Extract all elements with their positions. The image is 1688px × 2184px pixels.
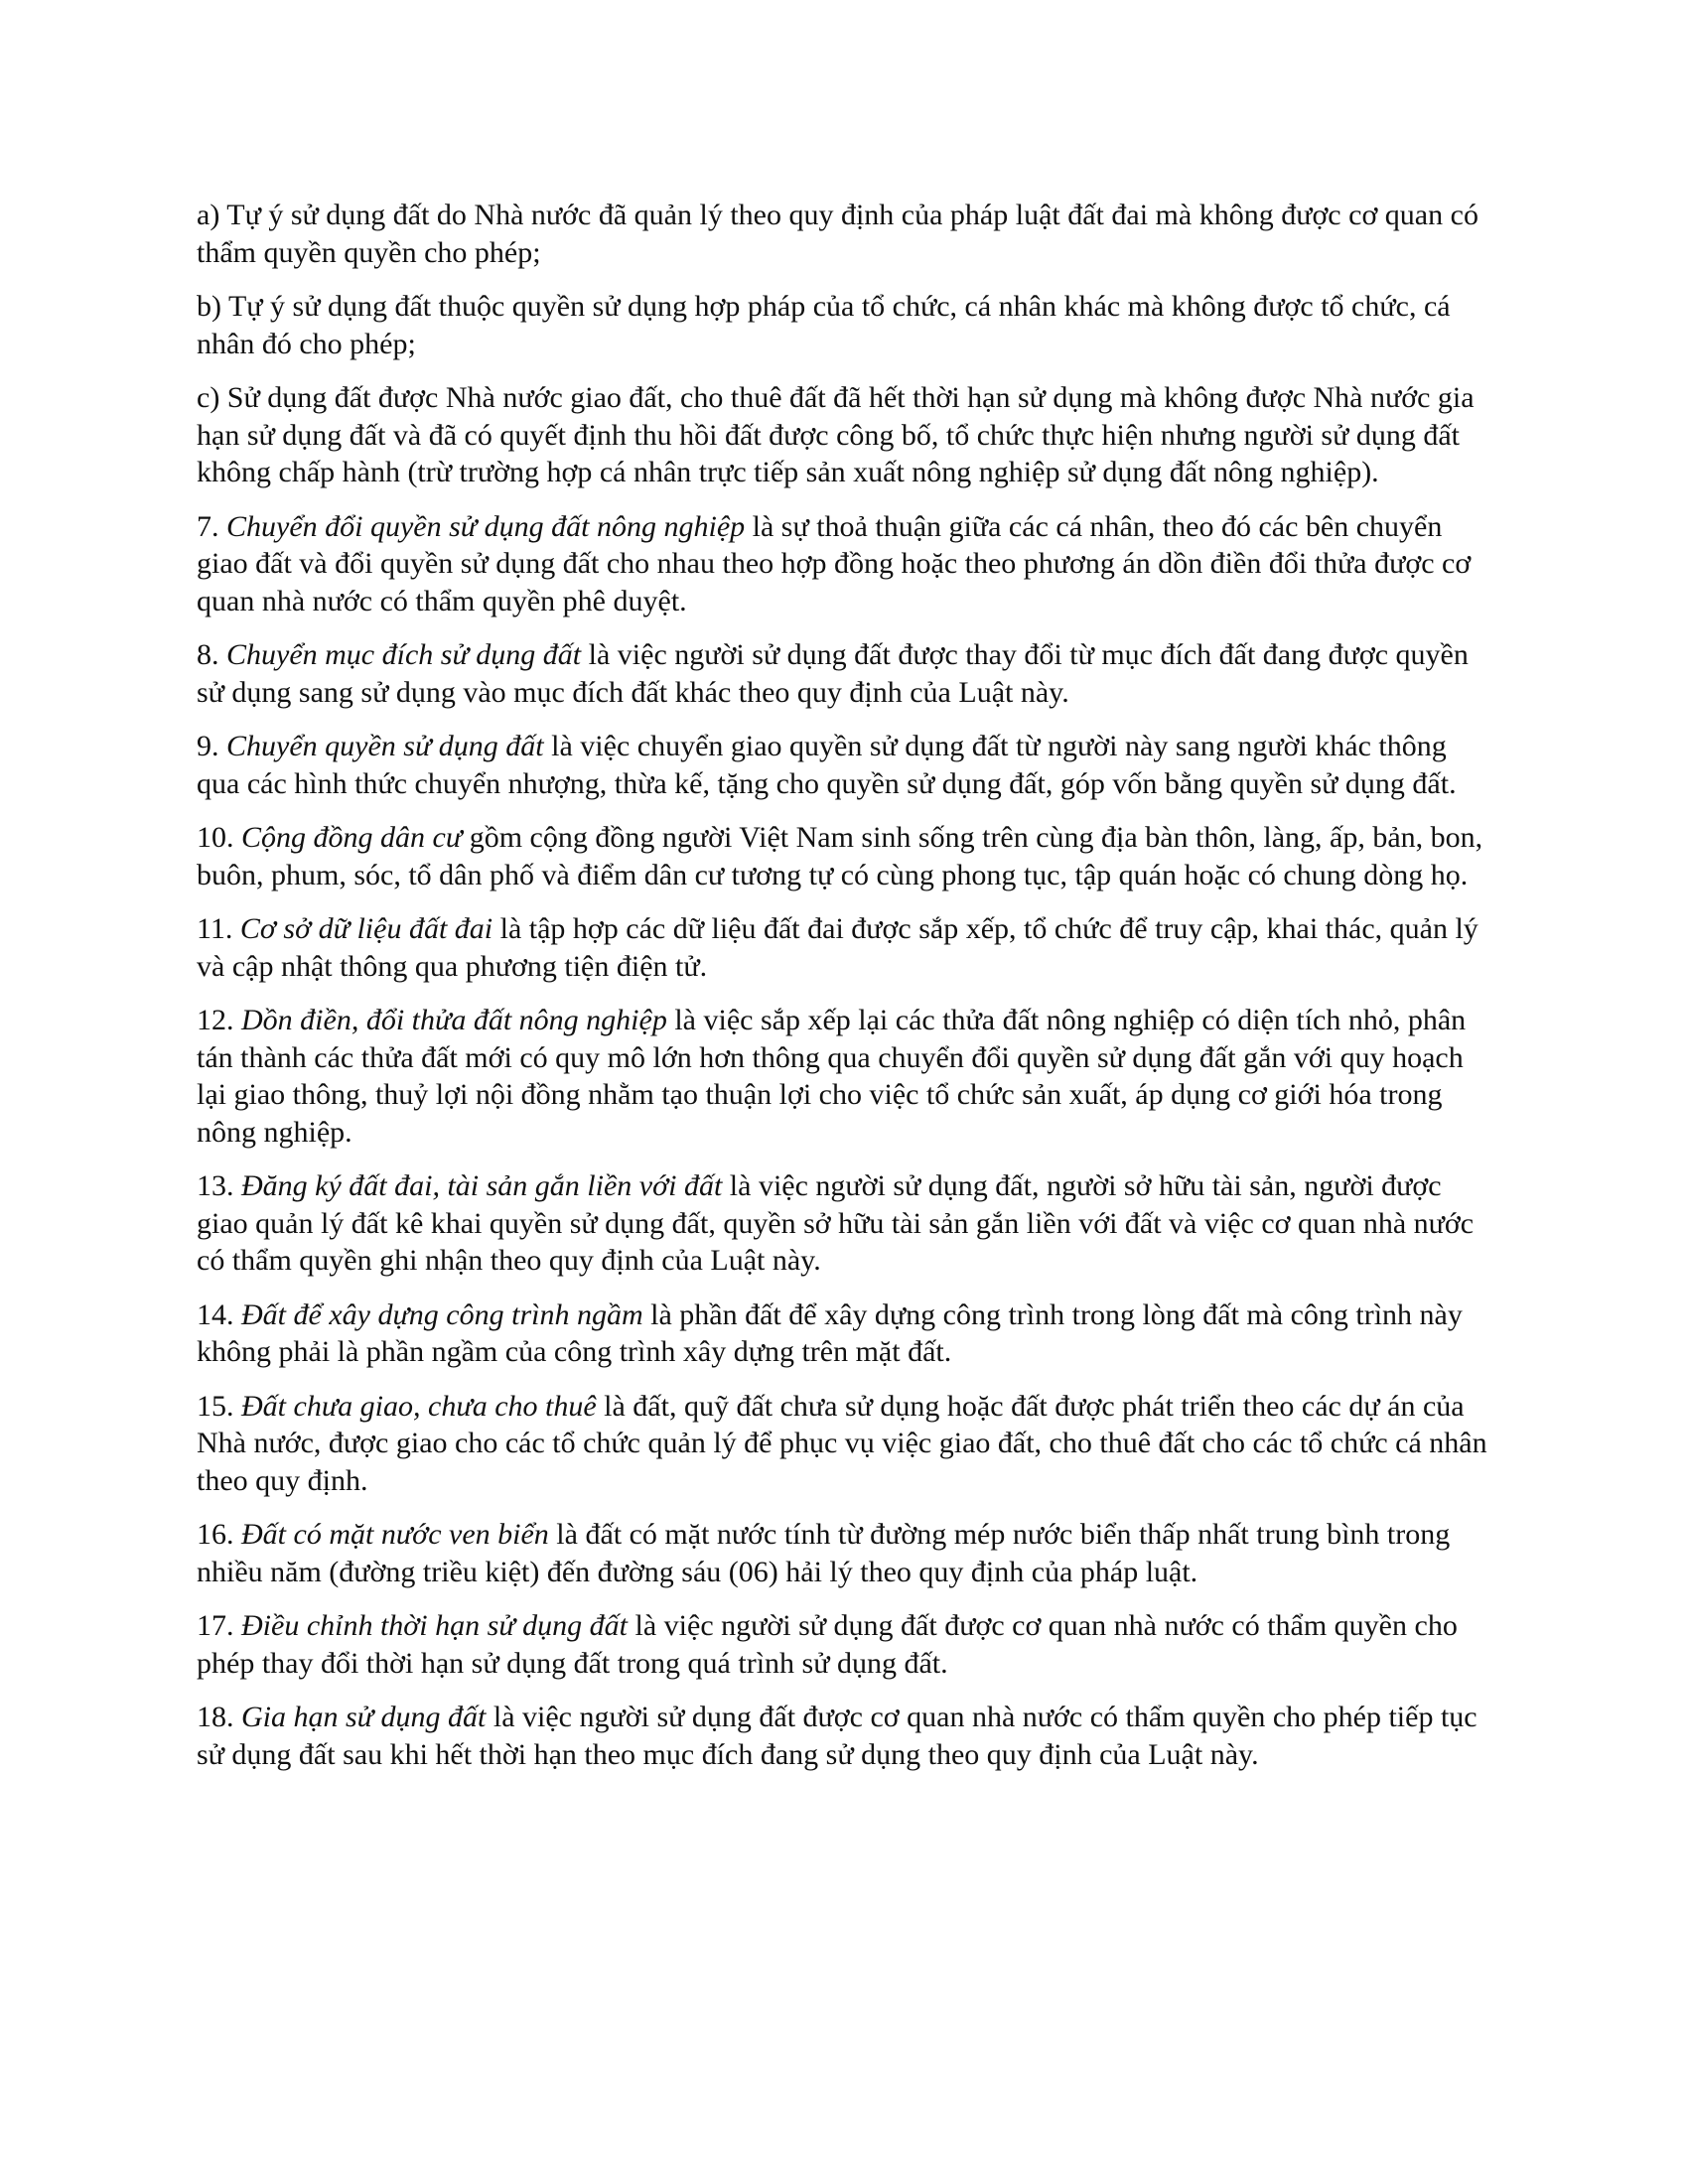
definition-10 <box>197 819 1489 893</box>
defined-term: Chuyển quyền sử dụng đất <box>226 730 544 762</box>
defined-term: Cơ sở dữ liệu đất đai <box>239 912 493 945</box>
definition-9 <box>197 728 1489 802</box>
defined-term: Chuyển đổi quyền sử dụng đất nông nghiệp <box>226 509 746 543</box>
definition-text: gồm cộng đồng người Việt Nam sinh sống trên cùng địa bàn thôn, làng, ấp, bản, bon, buôn, phum, sóc, tổ dân phố và điểm dân cư tương tự có cùng phong tục, tập quán hoặc có chung dòng họ. <box>197 821 1483 891</box>
definition-number: 13. <box>197 1169 241 1202</box>
definition-number: 9. <box>197 730 226 762</box>
definition-text: là việc người sử dụng đất được cơ quan nhà nước có thẩm quyền cho phép thay đổi thời hạn sử dụng đất trong quá trình sử dụng đất. <box>197 1609 1458 1680</box>
defined-term: Đăng ký đất đai, tài sản gắn liền với đất <box>241 1169 723 1202</box>
definition-text: là phần đất để xây dựng công trình trong lòng đất mà công trình này không phải là phần ngầm của công trình xây dựng trên mặt đất. <box>197 1297 1463 1368</box>
clause-text: b) Tự ý sử dụng đất thuộc quyền sử dụng hợp pháp của tổ chức, cá nhân khác mà không được tổ chức, cá nhân đó cho phép; <box>197 290 1451 360</box>
defined-term: Điều chỉnh thời hạn sử dụng đất <box>241 1609 629 1642</box>
defined-term: Cộng đồng dân cư <box>241 821 463 854</box>
definition-12 <box>197 1002 1489 1151</box>
definition-text: là việc chuyển giao quyền sử dụng đất từ người này sang người khác thông qua các hình thức chuyển nhượng, thừa kế, tặng cho quyền sử dụng đất, góp vốn bằng quyền sử dụng đất. <box>197 730 1457 800</box>
definition-text: là việc người sử dụng đất được cơ quan nhà nước có thẩm quyền cho phép tiếp tục sử dụng đất sau khi hết thời hạn theo mục đích đang sử dụng theo quy định của Luật này. <box>197 1701 1477 1771</box>
definition-14 <box>197 1297 1489 1371</box>
definition-18 <box>197 1699 1489 1773</box>
definition-number: 16. <box>197 1518 241 1551</box>
defined-term: Đất có mặt nước ven biển <box>241 1518 549 1551</box>
definition-number: 17. <box>197 1609 241 1642</box>
definition-number: 11. <box>197 912 240 945</box>
definition-text: là sự thoả thuận giữa các cá nhân, theo đó các bên chuyển giao đất và đổi quyền sử dụng đất cho nhau theo hợp đồng hoặc theo phương án dồn điền đổi thửa được cơ quan nhà nước có thẩm quyền phê duyệt. <box>197 509 1472 617</box>
definition-16 <box>197 1516 1489 1590</box>
defined-term: Dồn điền, đổi thửa đất nông nghiệp <box>241 1004 667 1036</box>
definition-8 <box>197 636 1489 711</box>
clause-text: a) Tự ý sử dụng đất do Nhà nước đã quản lý theo quy định của pháp luật đất đai mà không được cơ quan có thẩm quyền quyền cho phép; <box>197 199 1478 269</box>
clause-a <box>197 197 1489 271</box>
defined-term: Chuyển mục đích sử dụng đất <box>226 638 582 671</box>
definition-text: là đất, quỹ đất chưa sử dụng hoặc đất được phát triển theo các dự án của Nhà nước, được giao cho các tổ chức quản lý để phục vụ việc giao đất, cho thuê đất cho các tổ chức cá nhân theo quy định. <box>197 1389 1487 1497</box>
definition-number: 8. <box>197 638 226 671</box>
definition-text: là việc sắp xếp lại các thửa đất nông nghiệp có diện tích nhỏ, phân tán thành các thửa đất mới có quy mô lớn hơn thông qua chuyển đổi quyền sử dụng đất gắn với quy hoạch lại giao thông, thuỷ lợi nội đồng nhằm tạo thuận lợi cho việc tổ chức sản xuất, áp dụng cơ giới hóa trong nông nghiệp. <box>197 1004 1467 1149</box>
definition-number: 15. <box>197 1389 241 1423</box>
definition-text: là tập hợp các dữ liệu đất đai được sắp xếp, tổ chức để truy cập, khai thác, quản lý và cập nhật thông qua phương tiện điện tử. <box>197 912 1478 983</box>
defined-term: Đất chưa giao, chưa cho thuê <box>241 1389 597 1423</box>
definition-number: 14. <box>197 1297 241 1331</box>
definition-text: là việc người sử dụng đất, người sở hữu tài sản, người được giao quản lý đất kê khai quyền sử dụng đất, quyền sở hữu tài sản gắn liền với đất và việc cơ quan nhà nước có thẩm quyền ghi nhận theo quy định của Luật này. <box>197 1169 1475 1277</box>
definition-number: 7. <box>197 509 226 543</box>
definition-number: 18. <box>197 1701 241 1733</box>
definition-text: là đất có mặt nước tính từ đường mép nước biển thấp nhất trung bình trong nhiều năm (đường triều kiệt) đến đường sáu (06) hải lý theo quy định của pháp luật. <box>197 1518 1451 1588</box>
defined-term: Đất để xây dựng công trình ngầm <box>241 1297 643 1331</box>
definition-number: 12. <box>197 1004 241 1036</box>
definition-number: 10. <box>197 821 241 854</box>
document-body <box>197 197 1489 1790</box>
clause-b <box>197 288 1489 362</box>
definition-text: là việc người sử dụng đất được thay đổi từ mục đích đất đang được quyền sử dụng sang sử dụng vào mục đích đất khác theo quy định của Luật này. <box>197 638 1469 709</box>
definition-17 <box>197 1607 1489 1682</box>
clause-text: c) Sử dụng đất được Nhà nước giao đất, cho thuê đất đã hết thời hạn sử dụng mà không được Nhà nước gia hạn sử dụng đất và đã có quyết định thu hồi đất được công bố, tổ chức thực hiện nhưng người sử dụng đất không chấp hành (trừ trường hợp cá nhân trực tiếp sản xuất nông nghiệp sử dụng đất nông nghiệp). <box>197 381 1475 488</box>
definition-15 <box>197 1388 1489 1500</box>
definition-11 <box>197 910 1489 985</box>
defined-term: Gia hạn sử dụng đất <box>241 1701 487 1733</box>
definition-7 <box>197 508 1489 620</box>
definition-13 <box>197 1167 1489 1280</box>
clause-c <box>197 379 1489 491</box>
